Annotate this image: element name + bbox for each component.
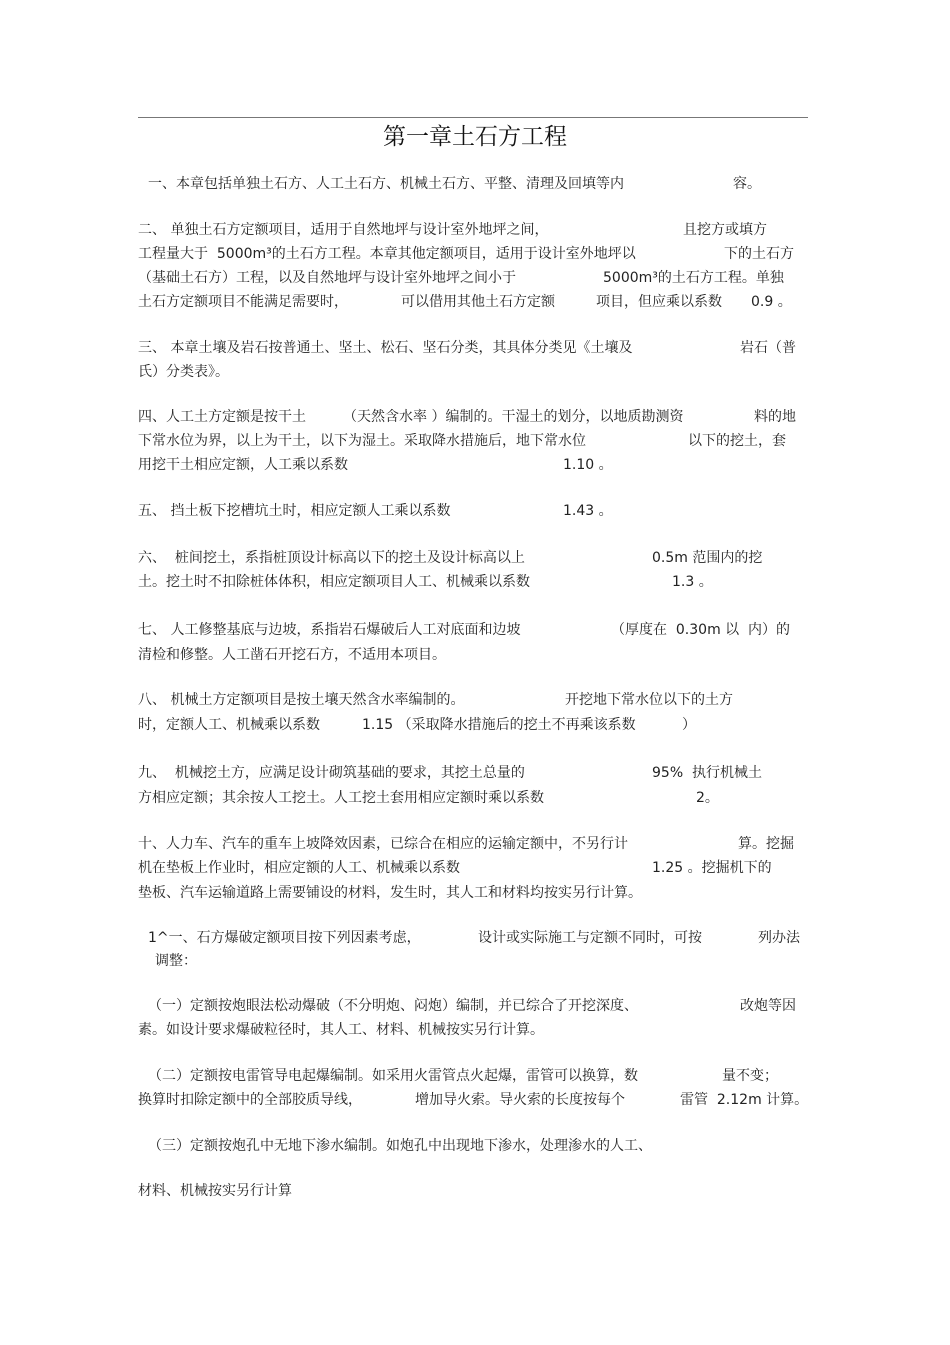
- text-line: 工程量大于 5000m³的土石方工程。本章其他定额项目，适用于设计室外地坪以: [138, 246, 636, 262]
- text-line: 一、本章包括单独土石方、人工土石方、机械土石方、平整、清理及回填等内: [148, 176, 624, 192]
- text-line: 量不变；: [722, 1068, 778, 1084]
- text-line: （二）定额按电雷管导电起爆编制。如采用火雷管点火起爆，雷管可以换算，数: [148, 1068, 638, 1084]
- text-line: 下的土石方: [724, 246, 794, 262]
- text-line: 二、 单独土石方定额项目，适用于自然地坪与设计室外地坪之间，: [138, 222, 549, 238]
- text-line: 0.9 。: [751, 294, 792, 310]
- text-line: 岩石（普: [740, 340, 796, 356]
- text-line: 七、 人工修整基底与边坡，系指岩石爆破后人工对底面和边坡: [138, 622, 521, 638]
- text-line: 调整：: [155, 953, 197, 969]
- text-line: 氏）分类表》。: [138, 364, 229, 380]
- text-line: 换算时扣除定额中的全部胶质导线，: [138, 1092, 362, 1108]
- text-line: 材料、机械按实另行计算: [138, 1183, 292, 1199]
- text-line: 算。挖掘: [738, 836, 794, 852]
- text-line: 九、 机械挖土方，应满足设计砌筑基础的要求，其挖土总量的: [138, 765, 525, 781]
- text-line: 料的地: [754, 409, 796, 425]
- text-line: 垫板、汽车运输道路上需要铺设的材料，发生时，其人工和材料均按实另行计算。: [138, 885, 642, 901]
- text-line: ）: [682, 717, 696, 733]
- text-line: （三）定额按炮孔中无地下渗水编制。如炮孔中出现地下渗水，处理渗水的人工、: [148, 1138, 652, 1154]
- text-line: 用挖干土相应定额，人工乘以系数: [138, 457, 348, 473]
- text-line: 1^一、石方爆破定额项目按下列因素考虑，: [148, 930, 421, 946]
- text-line: 95% 执行机械土: [652, 765, 763, 781]
- text-line: 5000m³的土石方工程。单独: [603, 270, 784, 286]
- text-line: 容。: [733, 176, 761, 192]
- text-line: （一）定额按炮眼法松动爆破（不分明炮、闷炮）编制，并已综合了开挖深度、: [148, 998, 638, 1014]
- text-line: 下常水位为界，以上为干土，以下为湿土。采取降水措施后，地下常水位: [138, 433, 586, 449]
- text-line: 以下的挖土，套: [688, 433, 786, 449]
- page-title: 第一章土石方工程: [383, 124, 567, 150]
- text-line: 四、人工土方定额是按干土: [138, 409, 306, 425]
- text-line: 时，定额人工、机械乘以系数: [138, 717, 320, 733]
- text-line: 雷管 2.12m 计算。: [680, 1092, 809, 1108]
- text-line: 方相应定额；其余按人工挖土。人工挖土套用相应定额时乘以系数: [138, 790, 544, 806]
- text-line: 1.15 （采取降水措施后的挖土不再乘该系数: [362, 717, 636, 733]
- text-line: 且挖方或填方: [683, 222, 767, 238]
- text-line: 1.10 。: [563, 457, 613, 473]
- text-line: 素。如设计要求爆破粒径时，其人工、材料、机械按实另行计算。: [138, 1022, 544, 1038]
- text-line: 0.5m 范围内的挖: [652, 550, 763, 566]
- text-line: 土石方定额项目不能满足需要时，: [138, 294, 348, 310]
- text-line: 开挖地下常水位以下的土方: [565, 692, 733, 708]
- text-line: 土。挖土时不扣除桩体体积，相应定额项目人工、机械乘以系数: [138, 574, 530, 590]
- text-line: 机在垫板上作业时，相应定额的人工、机械乘以系数: [138, 860, 460, 876]
- text-line: （厚度在 0.30m 以 内）的: [611, 622, 791, 638]
- text-line: 增加导火索。导火索的长度按每个: [415, 1092, 625, 1108]
- text-line: 五、 挡土板下挖槽坑土时，相应定额人工乘以系数: [138, 503, 451, 519]
- text-line: 十、人力车、汽车的重车上坡降效因素，已综合在相应的运输定额中，不另行计: [138, 836, 628, 852]
- text-line: 项目，但应乘以系数: [596, 294, 722, 310]
- text-line: 1.43 。: [563, 503, 613, 519]
- text-line: （天然含水率 ）编制的。干湿土的划分，以地质勘测资: [343, 409, 684, 425]
- text-line: 改炮等因: [740, 998, 796, 1014]
- header-rule: [138, 117, 808, 118]
- text-line: 六、 桩间挖土，系指桩顶设计标高以下的挖土及设计标高以上: [138, 550, 525, 566]
- text-line: 清检和修整。人工凿石开挖石方，不适用本项目。: [138, 647, 446, 663]
- text-line: 列办法: [758, 930, 800, 946]
- text-line: （基础土石方）工程，以及自然地坪与设计室外地坪之间小于: [138, 270, 516, 286]
- text-line: 可以借用其他土石方定额: [401, 294, 555, 310]
- text-line: 三、 本章土壤及岩石按普通土、坚土、松石、坚石分类，其具体分类见《土壤及: [138, 340, 633, 356]
- text-line: 1.25 。挖掘机下的: [652, 860, 772, 876]
- text-line: 1.3 。: [672, 574, 713, 590]
- text-line: 八、 机械土方定额项目是按土壤天然含水率编制的。: [138, 692, 465, 708]
- text-line: 2。: [696, 790, 719, 806]
- text-line: 设计或实际施工与定额不同时，可按: [478, 930, 702, 946]
